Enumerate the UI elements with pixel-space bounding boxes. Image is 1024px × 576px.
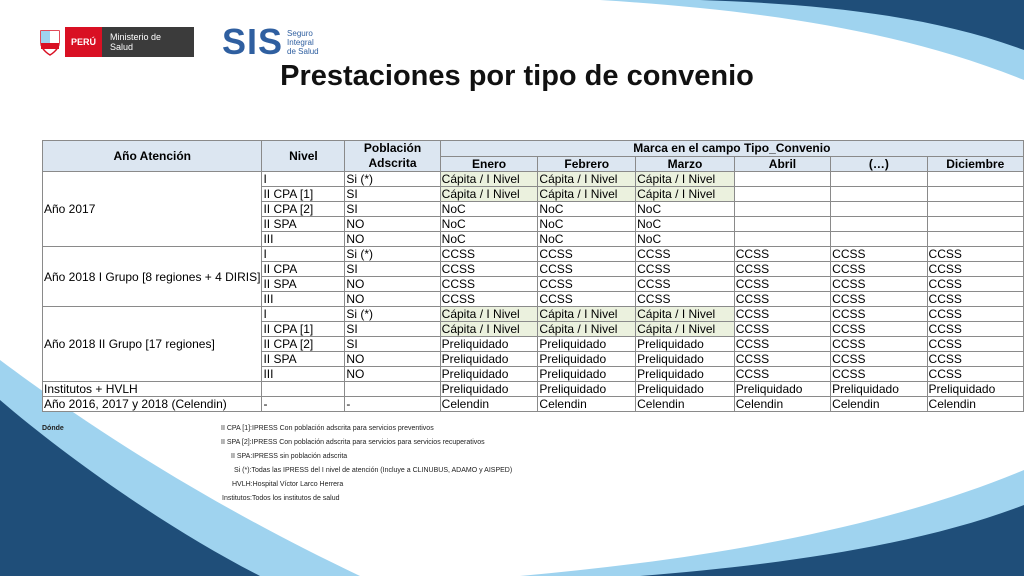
value-cell: Cápita / I Nivel — [440, 172, 538, 187]
value-cell: Cápita / I Nivel — [636, 187, 735, 202]
value-cell: NoC — [538, 217, 636, 232]
value-cell: CCSS — [636, 247, 735, 262]
value-cell: CCSS — [831, 247, 927, 262]
population-cell: SI — [345, 262, 440, 277]
value-cell: CCSS — [927, 367, 1023, 382]
year-cell: Año 2018 II Grupo [17 regiones] — [43, 307, 262, 382]
value-cell: Cápita / I Nivel — [440, 307, 538, 322]
value-cell: CCSS — [734, 367, 830, 382]
population-cell: NO — [345, 217, 440, 232]
value-cell: CCSS — [636, 292, 735, 307]
value-cell: CCSS — [734, 277, 830, 292]
value-cell: NoC — [440, 202, 538, 217]
value-cell: CCSS — [440, 247, 538, 262]
value-cell: CCSS — [831, 337, 927, 352]
header-level: Nivel — [262, 141, 345, 172]
month-header: Abril — [734, 156, 830, 172]
value-cell: CCSS — [927, 277, 1023, 292]
level-cell: II CPA [1] — [262, 322, 345, 337]
value-cell: NoC — [538, 232, 636, 247]
sis-subtitle — [287, 29, 319, 56]
value-cell: CCSS — [831, 352, 927, 367]
value-cell: Celendin — [538, 397, 636, 412]
value-cell: CCSS — [831, 367, 927, 382]
level-cell: II SPA — [262, 352, 345, 367]
value-cell: Cápita / I Nivel — [636, 322, 735, 337]
value-cell: CCSS — [927, 322, 1023, 337]
empty-cell — [262, 382, 345, 397]
page-title: Prestaciones por tipo de convenio — [280, 60, 754, 92]
population-cell: Si (*) — [345, 172, 440, 187]
year-cell: Año 2017 — [43, 172, 262, 247]
value-cell: CCSS — [734, 352, 830, 367]
value-cell: Preliquidado — [538, 337, 636, 352]
value-cell: CCSS — [927, 247, 1023, 262]
value-cell: NoC — [636, 202, 735, 217]
level-cell: - — [262, 397, 345, 412]
peru-label: PERÚ — [65, 27, 102, 57]
value-cell: Preliquidado — [636, 382, 735, 397]
level-cell: II SPA — [262, 277, 345, 292]
value-cell: Cápita / I Nivel — [636, 307, 735, 322]
level-cell: III — [262, 232, 345, 247]
value-cell: CCSS — [927, 352, 1023, 367]
value-cell: CCSS — [927, 292, 1023, 307]
value-cell — [831, 172, 927, 187]
header-year: Año Atención — [43, 141, 262, 172]
value-cell: Preliquidado — [734, 382, 830, 397]
coat-of-arms-icon — [38, 27, 62, 57]
population-cell: NO — [345, 277, 440, 292]
value-cell — [831, 217, 927, 232]
value-cell: Celendin — [636, 397, 735, 412]
value-cell: CCSS — [734, 337, 830, 352]
value-cell: CCSS — [734, 247, 830, 262]
sis-sub-line: Integral — [287, 37, 314, 47]
month-header: Enero — [440, 156, 538, 172]
population-cell: NO — [345, 367, 440, 382]
population-cell: SI — [345, 187, 440, 202]
value-cell: Cápita / I Nivel — [538, 322, 636, 337]
convenio-table — [42, 140, 1024, 412]
value-cell: CCSS — [734, 292, 830, 307]
note-line: II CPA [1]:IPRESS Con población adscrita para servicios preventivos — [221, 425, 434, 432]
value-cell — [927, 187, 1023, 202]
value-cell: CCSS — [927, 337, 1023, 352]
value-cell: Preliquidado — [440, 352, 538, 367]
empty-cell — [345, 382, 440, 397]
notes-where: Dónde — [42, 425, 64, 432]
note-line: HVLH:Hospital Víctor Larco Herrera — [232, 481, 344, 488]
sis-sub-line: de Salud — [287, 46, 319, 56]
value-cell: CCSS — [831, 277, 927, 292]
value-cell — [927, 172, 1023, 187]
value-cell: NoC — [440, 217, 538, 232]
value-cell — [927, 217, 1023, 232]
value-cell: NoC — [538, 202, 636, 217]
population-cell: Si (*) — [345, 307, 440, 322]
table-row — [43, 172, 1024, 187]
value-cell: Preliquidado — [440, 382, 538, 397]
value-cell: CCSS — [734, 322, 830, 337]
value-cell: Celendin — [440, 397, 538, 412]
table-row — [43, 247, 1024, 262]
value-cell — [831, 202, 927, 217]
value-cell: Cápita / I Nivel — [538, 307, 636, 322]
note-line: II SPA:IPRESS sin población adscrita — [231, 453, 348, 460]
population-cell: Si (*) — [345, 247, 440, 262]
value-cell: CCSS — [440, 292, 538, 307]
population-cell: NO — [345, 352, 440, 367]
value-cell — [734, 187, 830, 202]
value-cell: CCSS — [927, 307, 1023, 322]
population-cell: SI — [345, 322, 440, 337]
value-cell: Celendin — [831, 397, 927, 412]
population-cell: SI — [345, 202, 440, 217]
value-cell: NoC — [636, 217, 735, 232]
value-cell: Celendin — [734, 397, 830, 412]
value-cell: Cápita / I Nivel — [440, 187, 538, 202]
value-cell — [927, 232, 1023, 247]
population-cell: NO — [345, 292, 440, 307]
table-row — [43, 382, 1024, 397]
value-cell — [734, 202, 830, 217]
value-cell: CCSS — [831, 322, 927, 337]
value-cell: CCSS — [538, 277, 636, 292]
level-cell: I — [262, 307, 345, 322]
population-cell: - — [345, 397, 440, 412]
level-cell: III — [262, 367, 345, 382]
month-header: Diciembre — [927, 156, 1023, 172]
level-cell: II CPA — [262, 262, 345, 277]
value-cell — [831, 232, 927, 247]
population-cell: NO — [345, 232, 440, 247]
value-cell: CCSS — [831, 292, 927, 307]
value-cell: CCSS — [831, 307, 927, 322]
month-header: Marzo — [636, 156, 735, 172]
year-cell: Año 2016, 2017 y 2018 (Celendin) — [43, 397, 262, 412]
value-cell: Preliquidado — [636, 337, 735, 352]
value-cell: CCSS — [734, 262, 830, 277]
value-cell: Preliquidado — [538, 367, 636, 382]
value-cell — [927, 202, 1023, 217]
value-cell: CCSS — [636, 262, 735, 277]
note-line: Institutos:Todos los institutos de salud — [222, 495, 340, 502]
value-cell: Cápita / I Nivel — [538, 172, 636, 187]
value-cell: CCSS — [734, 307, 830, 322]
level-cell: II CPA [2] — [262, 202, 345, 217]
value-cell: Preliquidado — [927, 382, 1023, 397]
level-cell: II CPA [1] — [262, 187, 345, 202]
value-cell: CCSS — [538, 292, 636, 307]
value-cell: CCSS — [440, 277, 538, 292]
level-cell: I — [262, 172, 345, 187]
table-row — [43, 307, 1024, 322]
value-cell — [734, 217, 830, 232]
value-cell: Preliquidado — [636, 367, 735, 382]
value-cell: Preliquidado — [538, 382, 636, 397]
value-cell: CCSS — [538, 247, 636, 262]
month-header: Febrero — [538, 156, 636, 172]
level-cell: I — [262, 247, 345, 262]
value-cell: Preliquidado — [440, 337, 538, 352]
sis-label: SIS — [222, 21, 284, 62]
value-cell: Cápita / I Nivel — [538, 187, 636, 202]
level-cell: II SPA — [262, 217, 345, 232]
value-cell: CCSS — [636, 277, 735, 292]
value-cell — [734, 172, 830, 187]
value-cell — [734, 232, 830, 247]
minsa-logo — [38, 27, 194, 57]
value-cell — [831, 187, 927, 202]
level-cell: II CPA [2] — [262, 337, 345, 352]
value-cell: CCSS — [927, 262, 1023, 277]
ministry-label: Ministerio de Salud — [102, 27, 194, 57]
table-header-row — [43, 141, 1024, 157]
value-cell: Preliquidado — [538, 352, 636, 367]
value-cell: Celendin — [927, 397, 1023, 412]
population-cell: SI — [345, 337, 440, 352]
level-cell: III — [262, 292, 345, 307]
year-cell: Institutos + HVLH — [43, 382, 262, 397]
value-cell: Cápita / I Nivel — [636, 172, 735, 187]
month-header: (…) — [831, 156, 927, 172]
note-line: II SPA [2]:IPRESS Con población adscrita para servicios para servicios recuperativos — [221, 439, 485, 446]
header-population: Población Adscrita — [345, 141, 440, 172]
value-cell: NoC — [636, 232, 735, 247]
value-cell: NoC — [440, 232, 538, 247]
value-cell: CCSS — [440, 262, 538, 277]
sis-logo — [222, 21, 319, 62]
value-cell: Preliquidado — [440, 367, 538, 382]
value-cell: Preliquidado — [831, 382, 927, 397]
year-cell: Año 2018 I Grupo [8 regiones + 4 DIRIS] — [43, 247, 262, 307]
value-cell: Preliquidado — [636, 352, 735, 367]
value-cell: Cápita / I Nivel — [440, 322, 538, 337]
sis-sub-line: Seguro — [287, 28, 313, 38]
table-row — [43, 397, 1024, 412]
header-mark: Marca en el campo Tipo_Convenio — [440, 141, 1023, 157]
value-cell: CCSS — [538, 262, 636, 277]
value-cell: CCSS — [831, 262, 927, 277]
note-line: Si (*):Todas las IPRESS del I nivel de atención (Incluye a CLINUBUS, ADAMO y AISPED) — [234, 467, 513, 474]
